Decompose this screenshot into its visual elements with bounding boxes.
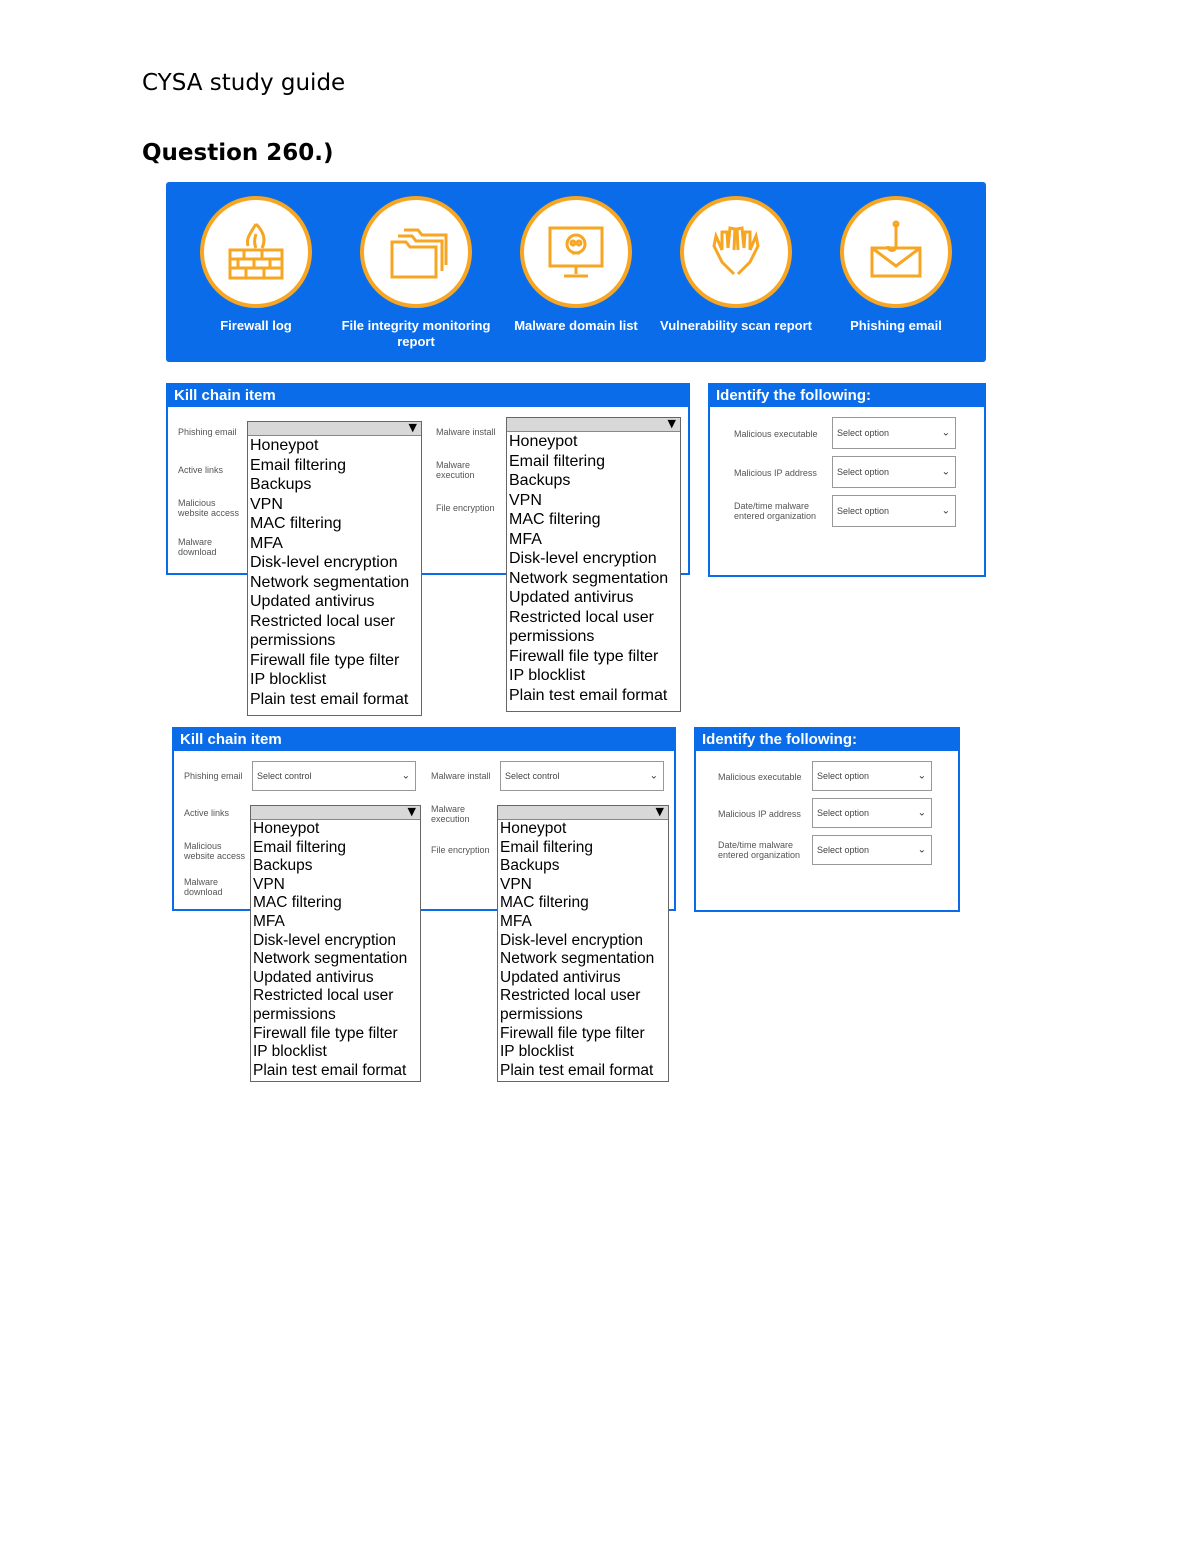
phishing-email-label: Phishing email <box>850 318 942 333</box>
identify-title: Identify the following: <box>696 729 958 751</box>
vulnerability-scan-tile[interactable] <box>656 196 816 334</box>
option-updated-antivirus[interactable]: Updated antivirus <box>250 593 375 610</box>
option-disk-encryption[interactable]: Disk-level encryption <box>500 931 643 949</box>
option-mac-filtering[interactable]: MAC filtering <box>500 894 589 912</box>
active-links-dropdown[interactable] <box>250 805 421 1082</box>
option-plain-text-email[interactable]: Plain test email format <box>250 690 409 708</box>
question-title: Question 260.) <box>142 140 334 166</box>
control-options-list <box>248 436 421 709</box>
option-mac-filtering[interactable]: MAC filtering <box>250 515 342 532</box>
malware-icon <box>540 216 612 288</box>
label-malware-execution: Malware execution <box>436 460 475 480</box>
option-updated-antivirus[interactable]: Updated antivirus <box>500 968 621 986</box>
option-backups[interactable]: Backups <box>250 476 312 493</box>
option-ip-blocklist[interactable]: IP blocklist <box>253 1043 327 1061</box>
control-options-list <box>498 820 668 1080</box>
malicious-executable-select[interactable] <box>812 761 932 791</box>
select-value: Select option <box>817 771 870 781</box>
chevron-down-icon: ⌄ <box>649 770 658 782</box>
label-malware-install: Malware install <box>431 771 491 781</box>
chevron-down-icon: ⌄ <box>917 807 926 819</box>
option-mfa[interactable]: MFA <box>253 912 285 930</box>
option-vpn[interactable]: VPN <box>509 491 542 509</box>
hands-icon <box>700 216 772 288</box>
option-network-segmentation[interactable]: Network segmentation <box>500 950 655 968</box>
option-network-segmentation[interactable]: Network segmentation <box>253 950 408 968</box>
select-value: Select option <box>817 808 870 818</box>
label-phishing-email: Phishing email <box>178 427 237 437</box>
label-datetime: Date/time malware entered organization <box>718 840 801 860</box>
option-mac-filtering[interactable]: MAC filtering <box>253 894 342 912</box>
option-plain-text-email[interactable]: Plain test email format <box>509 686 668 704</box>
label-malicious-executable: Malicious executable <box>734 429 818 439</box>
dropdown-arrow-icon: ▼ <box>407 805 416 818</box>
label-file-encryption: File encryption <box>436 503 495 513</box>
select-value: Select option <box>837 428 890 438</box>
label-active-links: Active links <box>184 808 230 818</box>
option-honeypot[interactable]: Honeypot <box>509 433 578 450</box>
malware-execution-dropdown[interactable] <box>497 805 669 1082</box>
firewall-log-tile[interactable] <box>176 196 336 334</box>
option-firewall-file-filter[interactable]: Firewall file type filter <box>509 647 659 665</box>
evidence-icon-banner <box>166 182 986 362</box>
option-firewall-file-filter[interactable]: Firewall file type filter <box>500 1024 645 1042</box>
firewall-icon <box>220 216 292 288</box>
option-network-segmentation[interactable]: Network segmentation <box>509 569 669 587</box>
label-malware-download: Malware download <box>178 537 217 557</box>
select-value: Select option <box>817 845 870 855</box>
option-network-segmentation[interactable]: Network segmentation <box>250 573 410 591</box>
option-mfa[interactable]: MFA <box>250 534 283 552</box>
option-mfa[interactable]: MFA <box>509 530 542 548</box>
malicious-ip-select[interactable] <box>832 456 956 488</box>
dropdown-arrow-icon: ▼ <box>408 421 417 434</box>
label-malicious-website: Malicious website access <box>184 841 246 861</box>
option-restricted-permissions[interactable]: Restricted local user permissions <box>500 987 641 1023</box>
dropdown-arrow-icon: ▼ <box>667 417 676 430</box>
phishing-email-select[interactable] <box>252 761 416 791</box>
option-honeypot[interactable]: Honeypot <box>253 820 320 837</box>
select-value: Select option <box>837 506 890 516</box>
label-datetime: Date/time malware entered organization <box>734 501 817 521</box>
vulnerability-scan-label: Vulnerability scan report <box>660 318 812 333</box>
select-value: Select control <box>505 771 560 781</box>
option-firewall-file-filter[interactable]: Firewall file type filter <box>250 651 400 669</box>
malware-install-dropdown[interactable] <box>506 417 681 712</box>
option-disk-encryption[interactable]: Disk-level encryption <box>250 554 398 571</box>
label-malware-install: Malware install <box>436 427 496 437</box>
chevron-down-icon: ⌄ <box>941 505 950 517</box>
malware-domain-label: Malware domain list <box>514 318 638 333</box>
option-mac-filtering[interactable]: MAC filtering <box>509 511 601 528</box>
document-header: CYSA study guide <box>142 70 346 96</box>
option-honeypot[interactable]: Honeypot <box>500 820 567 837</box>
option-email-filtering[interactable]: Email filtering <box>509 452 606 470</box>
label-malicious-executable: Malicious executable <box>718 772 802 782</box>
phishing-email-tile[interactable] <box>816 196 976 334</box>
select-value: Select option <box>837 467 890 477</box>
chevron-down-icon: ⌄ <box>917 770 926 782</box>
option-updated-antivirus[interactable]: Updated antivirus <box>253 968 374 986</box>
chevron-down-icon: ⌄ <box>401 770 410 782</box>
chevron-down-icon: ⌄ <box>941 466 950 478</box>
malicious-executable-select[interactable] <box>832 417 956 449</box>
option-mfa[interactable]: MFA <box>500 912 532 930</box>
option-restricted-permissions[interactable]: Restricted local user permissions <box>509 608 654 645</box>
kill-chain-title: Kill chain item <box>174 729 674 751</box>
firewall-log-label: Firewall log <box>220 318 292 333</box>
option-backups[interactable]: Backups <box>509 472 571 489</box>
option-email-filtering[interactable]: Email filtering <box>253 838 347 856</box>
dropdown-arrow-icon: ▼ <box>655 805 664 818</box>
option-restricted-permissions[interactable]: Restricted local user permissions <box>253 987 394 1023</box>
option-backups[interactable]: Backups <box>500 857 560 875</box>
option-vpn[interactable]: VPN <box>250 495 283 513</box>
file-integrity-label: File integrity monitoring report <box>341 318 491 349</box>
option-disk-encryption[interactable]: Disk-level encryption <box>253 931 396 949</box>
option-ip-blocklist[interactable]: IP blocklist <box>250 671 327 688</box>
phishing-email-dropdown[interactable] <box>247 421 422 716</box>
label-malicious-website: Malicious website access <box>178 498 240 518</box>
label-malicious-ip: Malicious IP address <box>734 468 817 478</box>
email-hook-icon <box>860 216 932 288</box>
select-value: Select control <box>257 771 312 781</box>
chevron-down-icon: ⌄ <box>917 844 926 856</box>
option-ip-blocklist[interactable]: IP blocklist <box>509 667 586 684</box>
option-restricted-permissions[interactable]: Restricted local user permissions <box>250 612 395 649</box>
label-malware-execution: Malware execution <box>431 804 470 824</box>
option-backups[interactable]: Backups <box>253 857 313 875</box>
option-ip-blocklist[interactable]: IP blocklist <box>500 1043 574 1061</box>
option-honeypot[interactable]: Honeypot <box>250 437 319 454</box>
datetime-select[interactable] <box>832 495 956 527</box>
label-malware-download: Malware download <box>184 877 223 897</box>
control-options-list <box>251 820 420 1080</box>
malware-install-select[interactable] <box>500 761 664 791</box>
option-firewall-file-filter[interactable]: Firewall file type filter <box>253 1024 398 1042</box>
label-malicious-ip: Malicious IP address <box>718 809 801 819</box>
label-active-links: Active links <box>178 465 224 475</box>
file-integrity-tile[interactable] <box>336 196 496 350</box>
label-file-encryption: File encryption <box>431 845 490 855</box>
option-plain-text-email[interactable]: Plain test email format <box>253 1061 407 1079</box>
option-disk-encryption[interactable]: Disk-level encryption <box>509 550 657 567</box>
folders-icon <box>380 216 452 288</box>
malicious-ip-select[interactable] <box>812 798 932 828</box>
malware-domain-tile[interactable] <box>496 196 656 334</box>
option-updated-antivirus[interactable]: Updated antivirus <box>509 589 634 606</box>
option-plain-text-email[interactable]: Plain test email format <box>500 1061 654 1079</box>
identify-panel-1 <box>708 383 986 577</box>
option-vpn[interactable]: VPN <box>500 875 532 893</box>
option-email-filtering[interactable]: Email filtering <box>500 838 594 856</box>
identify-title: Identify the following: <box>710 385 984 407</box>
chevron-down-icon: ⌄ <box>941 427 950 439</box>
kill-chain-title: Kill chain item <box>168 385 688 407</box>
label-phishing-email: Phishing email <box>184 771 243 781</box>
control-options-list <box>507 432 680 705</box>
option-vpn[interactable]: VPN <box>253 875 285 893</box>
identify-panel-2 <box>694 727 960 912</box>
datetime-select[interactable] <box>812 835 932 865</box>
option-email-filtering[interactable]: Email filtering <box>250 456 347 474</box>
